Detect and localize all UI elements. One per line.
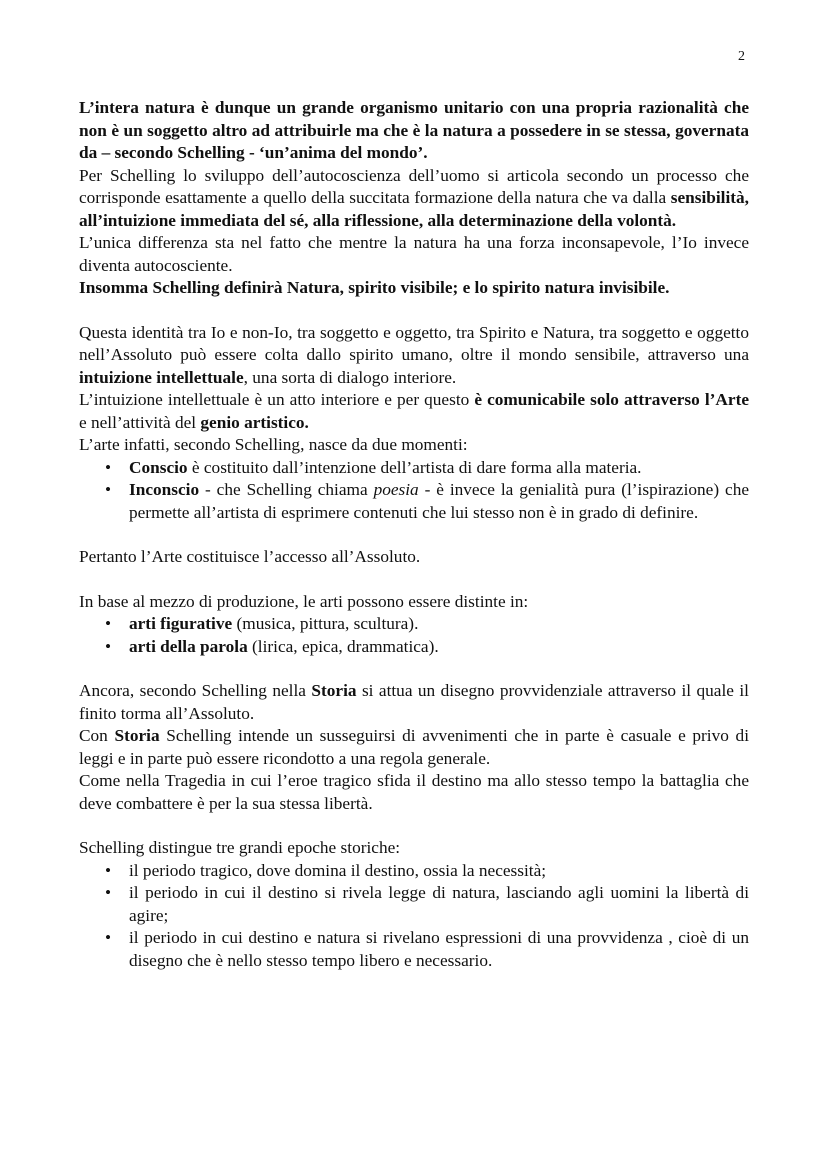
text: (musica, pittura, scultura). [232, 614, 419, 633]
bold-text: arti figurative [129, 614, 233, 633]
text: e nell’attività del [79, 412, 201, 432]
list-arti [79, 613, 749, 658]
bold-text: Conscio [129, 457, 188, 477]
paragraph-tragedia: Come nella Tragedia in cui l’eroe tragico sfida il destino ma allo stesso tempo la battaglia che deve combattere è per la sua stessa libertà. [79, 771, 749, 813]
bold-text: Insomma Schelling definirà Natura, spirito visibile; e lo spirito natura invisibile. [79, 278, 670, 297]
list-item [129, 613, 749, 636]
bold-text: sensibilità, all’intuizione immediata del sé, alla riflessione, alla determinazione della volontà. [79, 188, 749, 230]
paragraph-autocoscienza [79, 165, 749, 233]
list-item: • il periodo in cui il destino si rivela legge di natura, lasciando agli uomini la libertà di agire; [129, 882, 749, 927]
spacer [79, 815, 749, 837]
bold-text: arti della parola [129, 636, 248, 656]
paragraph-intuizione [79, 389, 749, 434]
bold-text: L’intera natura è dunque un grande organismo unitario con una propria razionalità che non è un soggetto altro ad attribuirle ma che è la natura a possedere in se stessa, governata da – secondo Schelling - ‘un’anima del mondo’. [79, 98, 749, 162]
bold-text: intuizione intellettuale [79, 367, 244, 387]
list-item: • il periodo in cui destino e natura si rivelano espressioni di una provvidenza , cioè di un disegno che è nello stesso tempo libero e necessario. [129, 927, 749, 972]
bold-text: è comunicabile solo attraverso l’Arte [474, 390, 750, 409]
text: (lirica, epica, drammatica). [247, 636, 439, 656]
text: Ancora, secondo Schelling nella [79, 681, 312, 700]
paragraph-insomma [79, 277, 749, 300]
paragraph-pertanto: Pertanto l’Arte costituisce l’accesso all’Assoluto. [79, 547, 421, 566]
text: - che Schelling chiama [199, 480, 374, 499]
list-epoche [79, 860, 749, 973]
text: L’intuizione intellettuale è un atto interiore e per questo [79, 390, 475, 409]
text: - è invece la genialità pura (l’ispirazione) che permette all’artista di esprimere contenuti che lui stesso non è in grado di definire. [129, 480, 749, 522]
bold-text: genio artistico. [200, 412, 309, 432]
paragraph-epoche: Schelling distingue tre grandi epoche storiche: [79, 838, 401, 857]
list-item [129, 457, 749, 480]
text: Schelling intende un susseguirsi di avvenimenti che in parte è casuale e privo di leggi e in parte può essere ricondotto a una regola generale. [79, 726, 749, 768]
text: Per Schelling lo sviluppo dell’autocoscienza dell’uomo si articola secondo un processo che corrisponde esattamente a quello della succitata formazione della natura che va dalla [79, 165, 749, 207]
paragraph-storia-definizione [79, 725, 749, 770]
document-body [79, 97, 749, 972]
spacer [79, 658, 749, 680]
paragraph-storia [79, 680, 749, 725]
bold-text: Storia [114, 726, 160, 745]
bold-text: Storia [311, 681, 357, 700]
bold-text: Inconscio [129, 480, 200, 499]
text: Questa identità tra Io e non-Io, tra soggetto e oggetto, tra Spirito e Natura, tra soggetto e oggetto nell’Assoluto può essere colta dallo spirito umano, oltre il mondo sensibile, attraverso una [79, 322, 749, 364]
text: è costituito dall’intenzione dell’artista di dare forma alla materia. [187, 457, 642, 477]
text: si attua un disegno provvidenziale attraverso il quale il finito torma all’Assoluto. [79, 681, 749, 723]
spacer [79, 300, 749, 322]
spacer [79, 524, 749, 546]
paragraph-identita [79, 322, 749, 390]
page-number: 2 [738, 49, 745, 64]
paragraph-differenza: L’unica differenza sta nel fatto che mentre la natura ha una forza inconsapevole, l’Io invece diventa autocosciente. [79, 233, 749, 275]
paragraph-intro [79, 97, 749, 165]
list-item [129, 479, 749, 524]
list-item [129, 636, 749, 659]
spacer [79, 569, 749, 591]
list-item: • il periodo tragico, dove domina il destino, ossia la necessità; [129, 860, 749, 883]
list-momenti [79, 457, 749, 525]
paragraph-mezzo: In base al mezzo di produzione, le arti possono essere distinte in: [79, 591, 529, 611]
text: , una sorta di dialogo interiore. [243, 367, 457, 387]
italic-text: poesia [373, 480, 419, 499]
paragraph-arte-momenti: L’arte infatti, secondo Schelling, nasce da due momenti: [79, 435, 468, 454]
text: Con [79, 726, 115, 745]
